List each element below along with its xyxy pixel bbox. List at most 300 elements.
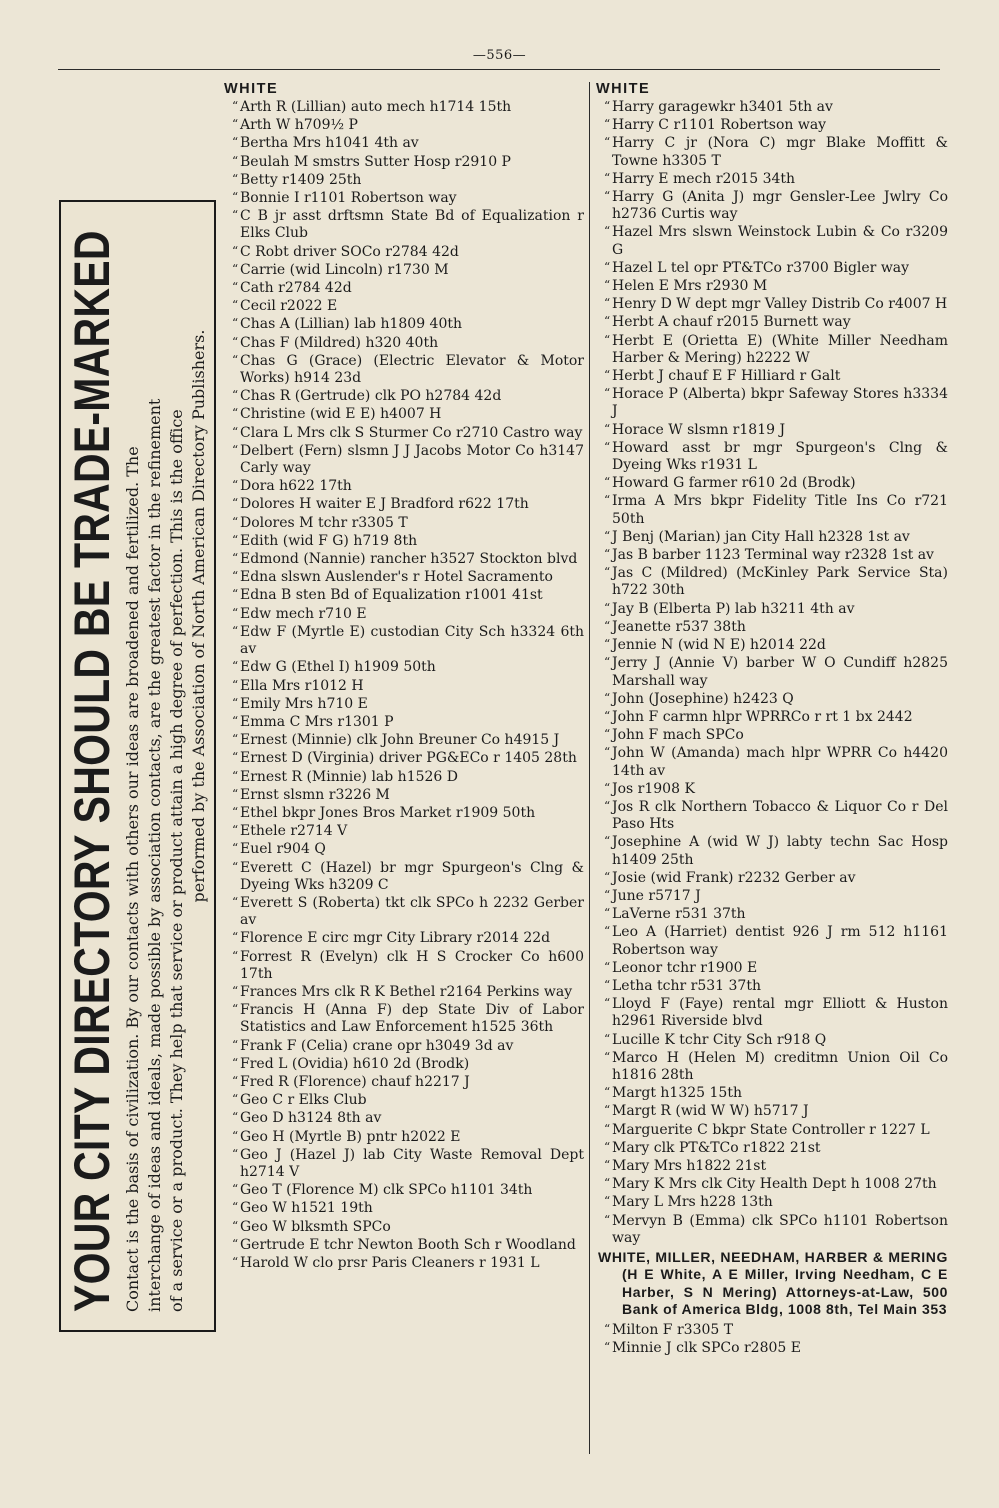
entry-text: Harold W clo prsr Paris Cleaners r 1931 L	[240, 1255, 540, 1271]
ditto-mark: “	[232, 532, 239, 547]
entry-text: Jos r1908 K	[612, 780, 695, 797]
directory-entry	[224, 477, 584, 495]
directory-entry	[224, 1181, 584, 1199]
ditto-mark: “	[604, 1339, 611, 1354]
entry-text: Herbt J chauf E F Hilliard r Galt	[612, 368, 841, 385]
firm-listing: WHITE, MILLER, NEEDHAM, HARBER & MERING (H E White, A E Miller, Irving Needham, C E Harber, S N Mering) Attorneys-at-Law, 500 Bank of America Bldg, 1008 8th, Tel Main 353	[598, 1249, 948, 1318]
ditto-mark: “	[604, 780, 611, 795]
entry-text: Milton F r3305 T	[612, 1321, 734, 1338]
ditto-mark: “	[604, 1194, 611, 1209]
entry-text: Arth R (Lillian) auto mech h1714 15th	[240, 99, 512, 115]
left-column	[224, 80, 584, 1272]
entry-text: Dora h622 17th	[240, 478, 352, 495]
entry-text: Geo W blksmth SPCo	[240, 1218, 391, 1235]
ditto-mark: “	[604, 924, 611, 939]
directory-entry	[596, 708, 948, 726]
ditto-mark: “	[604, 1031, 611, 1046]
ditto-mark: “	[604, 906, 611, 921]
entry-text: C Robt driver SOCo r2784 42d	[240, 243, 459, 260]
ditto-mark: “	[232, 1182, 239, 1197]
ditto-mark: “	[232, 859, 239, 874]
entry-text: Geo C r Elks Club	[240, 1092, 367, 1109]
ditto-mark: “	[232, 659, 239, 674]
ditto-mark: “	[232, 732, 239, 747]
directory-entry	[596, 780, 948, 798]
directory-entry	[596, 869, 948, 887]
directory-entry	[224, 424, 584, 442]
directory-entry	[596, 887, 948, 905]
entry-text: Harry E mech r2015 34th	[612, 170, 796, 187]
directory-entry	[596, 492, 948, 527]
entry-text: Helen E Mrs r2930 M	[612, 278, 768, 295]
directory-entry	[224, 315, 584, 333]
directory-entry	[224, 859, 584, 894]
directory-entry	[224, 568, 584, 586]
directory-entry	[596, 726, 948, 744]
ditto-mark: “	[232, 605, 239, 620]
ditto-mark: “	[232, 713, 239, 728]
ditto-mark: “	[232, 424, 239, 439]
directory-entry	[596, 1084, 948, 1102]
ditto-mark: “	[604, 386, 611, 401]
entry-text: Leo A (Harriet) dentist 926 J rm 512 h1161 Robertson way	[612, 924, 948, 958]
directory-entry	[596, 798, 948, 833]
directory-entry	[224, 495, 584, 513]
entry-text: Harry garagewkr h3401 5th av	[612, 99, 833, 115]
directory-entry	[596, 134, 948, 169]
ditto-mark: “	[604, 547, 611, 562]
directory-entry	[596, 564, 948, 599]
entry-text: John W (Amanda) mach hlpr WPRR Co h4420 14th av	[612, 745, 948, 779]
ditto-mark: “	[232, 1128, 239, 1143]
entry-text: Cath r2784 42d	[240, 280, 352, 297]
directory-entry	[224, 894, 584, 929]
directory-entry	[224, 983, 584, 1001]
directory-entry	[596, 1031, 948, 1049]
directory-entry	[224, 532, 584, 550]
ditto-mark: “	[604, 224, 611, 239]
entry-text: Hazel Mrs slswn Weinstock Lubin & Co r3209 G	[612, 224, 948, 258]
entry-text: Mary L Mrs h228 13th	[612, 1194, 773, 1211]
directory-entry	[596, 421, 948, 439]
ditto-mark: “	[232, 135, 239, 150]
ditto-mark: “	[232, 551, 239, 566]
left-entry-list	[224, 98, 584, 1272]
ditto-mark: “	[232, 1037, 239, 1052]
entry-text: Marco H (Helen M) creditmn Union Oil Co h1816 28th	[612, 1049, 948, 1083]
ditto-mark: “	[604, 1139, 611, 1154]
directory-entry	[224, 442, 584, 477]
ditto-mark: “	[604, 170, 611, 185]
entry-text: Marguerite C bkpr State Controller r 1227 L	[612, 1121, 930, 1138]
directory-entry	[596, 277, 948, 295]
entry-text: Hazel L tel opr PT&TCo r3700 Bigler way	[612, 259, 910, 276]
ditto-mark: “	[232, 623, 239, 638]
directory-entry	[224, 1073, 584, 1091]
entry-text: Jay B (Elberta P) lab h3211 4th av	[612, 600, 855, 617]
ditto-mark: “	[232, 894, 239, 909]
entry-text: Geo T (Florence M) clk SPCo h1101 34th	[240, 1182, 533, 1199]
directory-entry	[596, 1102, 948, 1120]
entry-text: Jos R clk Northern Tobacco & Liquor Co r Del Paso Hts	[612, 798, 948, 833]
directory-entry	[596, 690, 948, 708]
directory-entry	[224, 695, 584, 713]
directory-entry	[224, 1146, 584, 1181]
directory-entry	[224, 822, 584, 840]
entry-text: Jas B barber 1123 Terminal way r2328 1st av	[612, 547, 934, 564]
directory-entry	[224, 605, 584, 623]
entry-text: Margt h1325 15th	[612, 1085, 742, 1102]
entry-text: Ethel bkpr Jones Bros Market r1909 50th	[240, 804, 536, 821]
entry-text: Harry G (Anita J) mgr Gensler-Lee Jwlry Co h2736 Curtis way	[612, 189, 948, 223]
directory-entry	[596, 223, 948, 258]
entry-text: Chas F (Mildred) h320 40th	[240, 334, 439, 351]
ditto-mark: “	[604, 296, 611, 311]
directory-entry	[596, 116, 948, 134]
entry-text: Betty r1409 25th	[240, 171, 362, 188]
entry-text: Edna slswn Auslender's r Hotel Sacramento	[240, 569, 553, 586]
directory-entry	[224, 171, 584, 189]
directory-entry	[596, 295, 948, 313]
entry-text: Carrie (wid Lincoln) r1730 M	[240, 261, 449, 278]
entry-text: Beulah M smstrs Sutter Hosp r2910 P	[240, 153, 511, 170]
ad-body-line: interchange of ideas and ideals, made possible by association contacts, are the greatest factor in the refinement	[144, 398, 164, 1312]
entry-text: Chas G (Grace) (Electric Elevator & Motor Works) h914 23d	[240, 352, 584, 387]
directory-entry	[224, 677, 584, 695]
directory-entry	[224, 189, 584, 207]
ditto-mark: “	[232, 261, 239, 276]
directory-entry	[224, 116, 584, 134]
ditto-mark: “	[604, 1157, 611, 1172]
ditto-mark: “	[232, 352, 239, 367]
entry-text: Lucille K tchr City Sch r918 Q	[612, 1031, 827, 1048]
right-entry-list	[596, 98, 948, 1247]
entry-text: LaVerne r531 37th	[612, 906, 746, 923]
entry-text: June r5717 J	[612, 887, 701, 904]
directory-entry	[596, 959, 948, 977]
ditto-mark: “	[604, 708, 611, 723]
directory-entry	[224, 134, 584, 152]
directory-entry	[596, 600, 948, 618]
ditto-mark: “	[232, 153, 239, 168]
ditto-mark: “	[604, 637, 611, 652]
entry-text: Harry C r1101 Robertson way	[612, 117, 827, 134]
directory-entry	[596, 1049, 948, 1084]
ditto-mark: “	[232, 804, 239, 819]
ditto-mark: “	[604, 368, 611, 383]
ditto-mark: “	[232, 190, 239, 205]
directory-entry	[224, 405, 584, 423]
page-number: —556—	[472, 48, 527, 63]
entry-text: Geo D h3124 8th av	[240, 1110, 382, 1127]
sidebar-advertisement	[59, 200, 216, 1332]
directory-entry	[596, 1175, 948, 1193]
ditto-mark: “	[604, 259, 611, 274]
directory-entry	[224, 153, 584, 171]
directory-entry	[596, 1157, 948, 1175]
sidebar-rotated-content	[61, 202, 214, 1330]
ad-body-line: performed by the Association of North American Directory Publishers.	[188, 329, 208, 903]
entry-text: Everett S (Roberta) tkt clk SPCo h 2232 Gerber av	[240, 894, 584, 929]
ditto-mark: “	[232, 280, 239, 295]
entry-text: Jeanette r537 38th	[612, 618, 746, 635]
ditto-mark: “	[232, 316, 239, 331]
directory-entry	[224, 1055, 584, 1073]
directory-entry	[224, 929, 584, 947]
ditto-mark: “	[232, 587, 239, 602]
ditto-mark: “	[604, 314, 611, 329]
ditto-mark: “	[232, 1218, 239, 1233]
directory-entry	[596, 1321, 948, 1339]
entry-text: Jennie N (wid N E) h2014 22d	[612, 637, 826, 654]
directory-entry	[596, 98, 948, 116]
directory-entry	[224, 207, 584, 242]
entry-text: John F carmn hlpr WPRRCo r rt 1 bx 2442	[612, 708, 913, 725]
directory-entry	[596, 833, 948, 868]
column-header: WHITE	[596, 81, 651, 97]
entry-text: J Benj (Marian) jan City Hall h2328 1st av	[612, 528, 910, 545]
directory-entry	[224, 768, 584, 786]
ad-body-line: of a service or a product. They help that service or product attain a high degree of perfection. This is the office	[166, 409, 186, 1312]
entry-text: John F mach SPCo	[612, 727, 744, 744]
entry-text: Edith (wid F G) h719 8th	[240, 532, 418, 549]
directory-entry	[224, 749, 584, 767]
entry-text: Cecil r2022 E	[240, 298, 338, 315]
ditto-mark: “	[232, 930, 239, 945]
ditto-mark: “	[232, 334, 239, 349]
ad-body	[122, 220, 210, 1312]
entry-text: Edw F (Myrtle E) custodian City Sch h3324 6th av	[240, 623, 584, 658]
entry-text: Clara L Mrs clk S Sturmer Co r2710 Castro way	[240, 424, 583, 441]
entry-text: Gertrude E tchr Newton Booth Sch r Woodland	[240, 1236, 576, 1253]
entry-text: Leonor tchr r1900 E	[612, 959, 758, 976]
column-divider	[589, 82, 590, 1454]
ditto-mark: “	[232, 768, 239, 783]
entry-text: Horace W slsmn r1819 J	[612, 421, 786, 438]
ditto-mark: “	[604, 565, 611, 580]
ditto-mark: “	[604, 135, 611, 150]
top-rule	[58, 69, 940, 70]
ditto-mark: “	[232, 406, 239, 421]
entry-text: Fred L (Ovidia) h610 2d (Brodk)	[240, 1055, 470, 1072]
ditto-mark: “	[232, 823, 239, 838]
ditto-mark: “	[604, 977, 611, 992]
right-column	[596, 80, 948, 1357]
ditto-mark: “	[232, 208, 239, 223]
entry-text: Henry D W dept mgr Valley Distrib Co r4007 H	[612, 296, 948, 313]
directory-entry	[224, 297, 584, 315]
entry-text: Geo J (Hazel J) lab City Waste Removal Dept h2714 V	[240, 1146, 584, 1180]
entry-text: Letha tchr r531 37th	[612, 977, 761, 994]
directory-entry	[224, 1109, 584, 1127]
entry-text: Herbt A chauf r2015 Burnett way	[612, 314, 851, 331]
directory-entry	[596, 1121, 948, 1139]
entry-text: Mary clk PT&TCo r1822 21st	[612, 1139, 821, 1156]
ditto-mark: “	[604, 600, 611, 615]
ditto-mark: “	[232, 786, 239, 801]
entry-text: John (Josephine) h2423 Q	[612, 690, 794, 707]
entry-text: Dolores M tchr r3305 T	[240, 514, 408, 531]
directory-entry	[224, 98, 584, 116]
ad-headline: YOUR CITY DIRECTORY SHOULD BE TRADE-MARKED	[63, 230, 120, 1312]
ditto-mark: “	[604, 493, 611, 508]
ad-body-line: Contact is the basis of civilization. By our contacts with others our ideas are broadened and fertilized. The	[122, 446, 142, 1312]
ditto-mark: “	[232, 1146, 239, 1161]
entry-text: Arth W h709½ P	[240, 117, 358, 134]
entry-text: Edw mech r710 E	[240, 605, 367, 622]
directory-entry	[596, 923, 948, 958]
entry-text: C B jr asst drftsmn State Bd of Equalization r Elks Club	[240, 208, 584, 242]
directory-entry	[596, 905, 948, 923]
ditto-mark: “	[232, 171, 239, 186]
ditto-mark: “	[604, 1103, 611, 1118]
ditto-mark: “	[232, 948, 239, 963]
directory-entry	[224, 1236, 584, 1254]
entry-text: Jas C (Mildred) (McKinley Park Service Sta) h722 30th	[612, 565, 948, 599]
entry-text: Euel r904 Q	[240, 841, 326, 858]
entry-text: Lloyd F (Faye) rental mgr Elliott & Huston h2961 Riverside blvd	[612, 996, 948, 1030]
entry-text: Geo W h1521 19th	[240, 1200, 373, 1217]
entry-text: Ernst slsmn r3226 M	[240, 786, 390, 803]
ditto-mark: “	[232, 1055, 239, 1070]
ditto-mark: “	[604, 278, 611, 293]
entry-text: Ernest (Minnie) clk John Breuner Co h4915 J	[240, 732, 560, 749]
directory-entry	[596, 474, 948, 492]
entry-text: Irma A Mrs bkpr Fidelity Title Ins Co r721 50th	[612, 493, 948, 527]
ditto-mark: “	[604, 959, 611, 974]
entry-text: Christine (wid E E) h4007 H	[240, 406, 442, 423]
ditto-mark: “	[232, 983, 239, 998]
directory-entry	[224, 261, 584, 279]
entry-text: Ella Mrs r1012 H	[240, 677, 364, 694]
entry-text: Mary Mrs h1822 21st	[612, 1157, 767, 1174]
directory-entry	[596, 1339, 948, 1357]
ditto-mark: “	[604, 869, 611, 884]
entry-text: Mary K Mrs clk City Health Dept h 1008 27th	[612, 1176, 937, 1193]
ditto-mark: “	[604, 690, 611, 705]
ditto-mark: “	[232, 750, 239, 765]
right-entry-list-continued	[596, 1321, 948, 1357]
entry-text: Howard asst br mgr Spurgeon's Clng & Dyeing Wks r1931 L	[612, 439, 948, 474]
entry-text: Ethele r2714 V	[240, 823, 348, 840]
ditto-mark: “	[604, 618, 611, 633]
directory-entry	[224, 586, 584, 604]
ditto-mark: “	[232, 99, 239, 113]
directory-entry	[224, 804, 584, 822]
directory-entry	[596, 528, 948, 546]
directory-entry	[596, 636, 948, 654]
directory-entry	[224, 1037, 584, 1055]
ditto-mark: “	[604, 1085, 611, 1100]
directory-entry	[224, 840, 584, 858]
column-header: WHITE	[224, 81, 279, 97]
directory-entry	[224, 1254, 584, 1272]
entry-text: Frances Mrs clk R K Bethel r2164 Perkins way	[240, 983, 573, 1000]
ditto-mark: “	[604, 332, 611, 347]
directory-entry	[224, 1218, 584, 1236]
ditto-mark: “	[604, 1212, 611, 1227]
entry-text: Fred R (Florence) chauf h2217 J	[240, 1073, 470, 1090]
ditto-mark: “	[232, 117, 239, 132]
directory-entry	[596, 995, 948, 1030]
directory-entry	[224, 713, 584, 731]
directory-entry	[224, 550, 584, 568]
ditto-mark: “	[604, 834, 611, 849]
entry-text: Ernest D (Virginia) driver PG&ECo r 1405 28th	[240, 750, 577, 767]
ditto-mark: “	[232, 1255, 239, 1269]
directory-entry	[224, 1128, 584, 1146]
entry-text: Mervyn B (Emma) clk SPCo h1101 Robertson way	[612, 1212, 948, 1246]
entry-text: Howard G farmer r610 2d (Brodk)	[612, 475, 856, 492]
directory-entry	[596, 744, 948, 779]
directory-entry	[596, 618, 948, 636]
directory-entry	[596, 188, 948, 223]
ditto-mark: “	[232, 478, 239, 493]
directory-entry	[596, 313, 948, 331]
entry-text: Margt R (wid W W) h5717 J	[612, 1103, 809, 1120]
entry-text: Horace P (Alberta) bkpr Safeway Stores h3334 J	[612, 386, 948, 420]
ditto-mark: “	[232, 442, 239, 457]
ditto-mark: “	[232, 569, 239, 584]
entry-text: Minnie J clk SPCo r2805 E	[612, 1339, 801, 1356]
entry-text: Everett C (Hazel) br mgr Spurgeon's Clng & Dyeing Wks h3209 C	[240, 859, 584, 893]
entry-text: Ernest R (Minnie) lab h1526 D	[240, 768, 459, 785]
ditto-mark: “	[604, 887, 611, 902]
directory-entry	[596, 1193, 948, 1211]
ditto-mark: “	[232, 1236, 239, 1251]
directory-entry	[596, 170, 948, 188]
entry-text: Harry C jr (Nora C) mgr Blake Moffitt & Towne h3305 T	[612, 135, 948, 169]
ditto-mark: “	[232, 677, 239, 692]
entry-text: Emily Mrs h710 E	[240, 695, 368, 712]
directory-entry	[596, 439, 948, 474]
directory-entry	[596, 654, 948, 689]
directory-entry	[596, 977, 948, 995]
ditto-mark: “	[604, 421, 611, 436]
entry-text: Edmond (Nannie) rancher h3527 Stockton blvd	[240, 551, 578, 568]
ditto-mark: “	[604, 798, 611, 813]
entry-text: Bonnie I r1101 Robertson way	[240, 190, 457, 207]
directory-entry	[224, 352, 584, 387]
entry-text: Forrest R (Evelyn) clk H S Crocker Co h600 17th	[240, 948, 584, 982]
directory-entry	[224, 1199, 584, 1217]
ditto-mark: “	[604, 528, 611, 543]
directory-entry	[224, 334, 584, 352]
ditto-mark: “	[604, 727, 611, 742]
ditto-mark: “	[604, 1321, 611, 1336]
ditto-mark: “	[604, 99, 611, 113]
entry-text: Jerry J (Annie V) barber W O Cundiff h2825 Marshall way	[612, 655, 948, 689]
directory-entry	[596, 367, 948, 385]
entry-text: Herbt E (Orietta E) (White Miller Needham Harber & Mering) h2222 W	[612, 332, 948, 366]
directory-entry	[596, 385, 948, 420]
entry-text: Delbert (Fern) slsmn J J Jacobs Motor Co h3147 Carly way	[240, 442, 584, 477]
directory-entry	[224, 1091, 584, 1109]
ditto-mark: “	[232, 388, 239, 403]
ditto-mark: “	[232, 1200, 239, 1215]
ditto-mark: “	[232, 496, 239, 511]
ditto-mark: “	[232, 1002, 239, 1017]
ditto-mark: “	[604, 745, 611, 760]
ditto-mark: “	[232, 1110, 239, 1125]
ditto-mark: “	[232, 243, 239, 258]
ditto-mark: “	[604, 996, 611, 1011]
directory-entry	[224, 786, 584, 804]
ditto-mark: “	[604, 189, 611, 204]
entry-text: Bertha Mrs h1041 4th av	[240, 135, 419, 152]
entry-text: Geo H (Myrtle B) pntr h2022 E	[240, 1128, 461, 1145]
directory-entry	[224, 658, 584, 676]
